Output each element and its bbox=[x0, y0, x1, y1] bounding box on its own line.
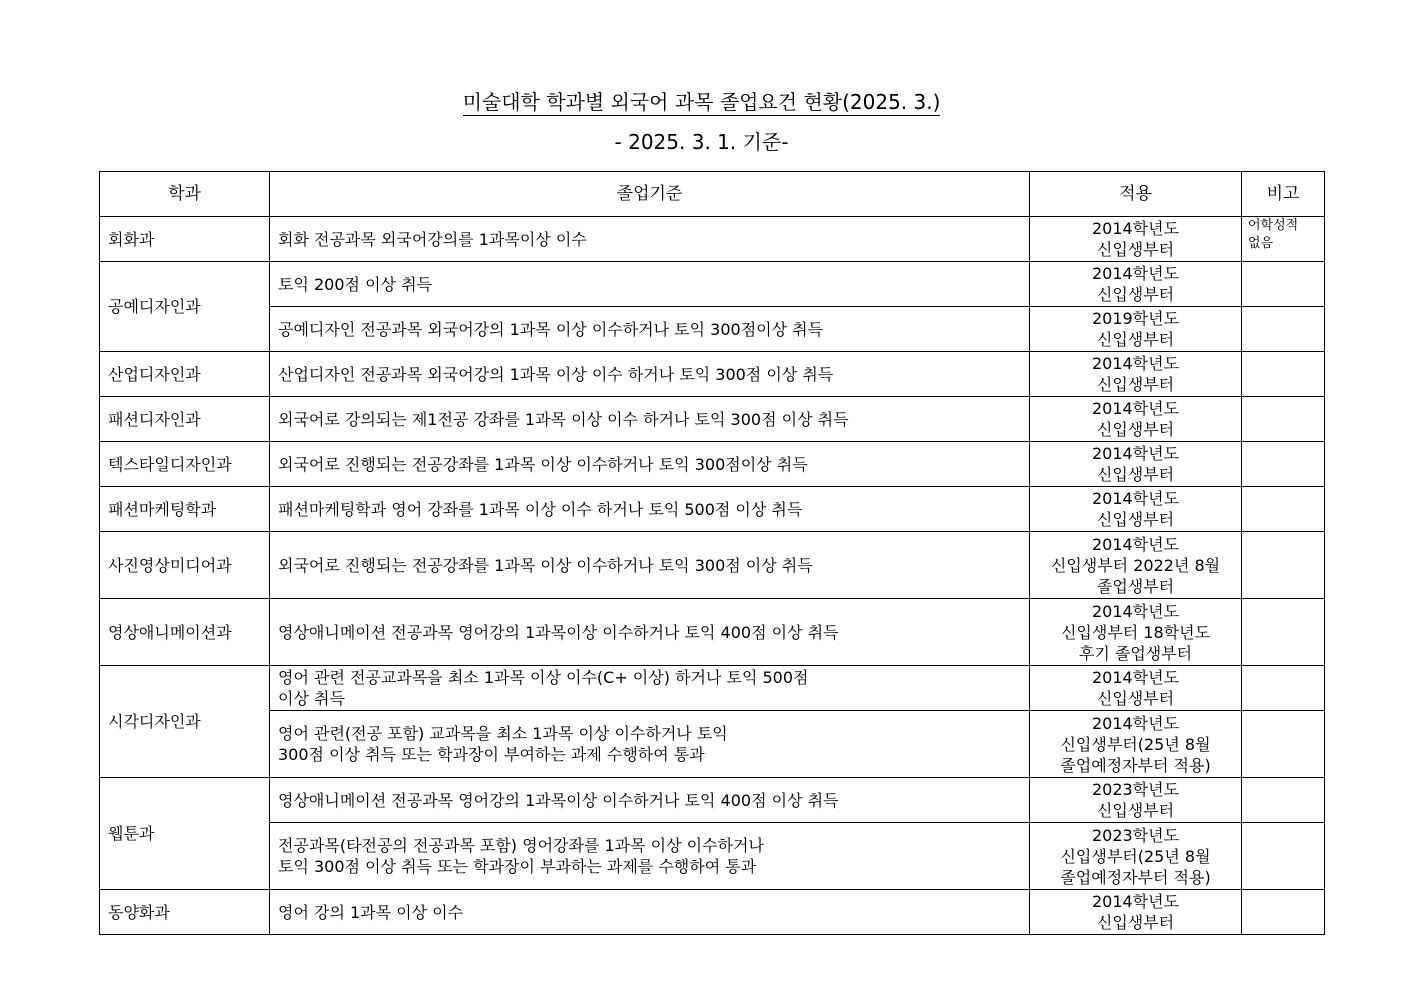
apply-cell-line: 2014학년도 bbox=[1091, 668, 1180, 687]
apply-cell-line: 신입생부터 bbox=[1096, 420, 1175, 439]
criteria-cell-line: 영상애니메이션 전공과목 영어강의 1과목이상 이수하거나 토익 400점 이상 취득 bbox=[278, 790, 839, 810]
criteria-cell-line: 영어 관련 전공교과목을 최소 1과목 이상 이수(C+ 이상) 하거나 토익 500점 bbox=[278, 668, 809, 687]
table-row bbox=[100, 532, 1325, 599]
criteria-cell bbox=[270, 217, 1030, 262]
document-title: 미술대학 학과별 외국어 과목 졸업요건 현황(2025. 3.) bbox=[462, 90, 941, 114]
header-criteria: 졸업기준 bbox=[270, 172, 1030, 217]
criteria-cell-line: 300점 이상 취득 또는 학과장이 부여하는 과제 수행하여 통과 bbox=[278, 745, 705, 764]
criteria-cell-line: 토익 200점 이상 취득 bbox=[278, 274, 432, 294]
dept-cell bbox=[100, 442, 270, 487]
apply-cell-line: 2014학년도 bbox=[1091, 444, 1180, 463]
apply-cell-line: 신입생부터 18학년도 bbox=[1060, 622, 1211, 642]
note-cell bbox=[1242, 711, 1325, 778]
criteria-cell-line: 전공과목(타전공의 전공과목 포함) 영어강좌를 1과목 이상 이수하거나 bbox=[278, 836, 764, 855]
apply-cell bbox=[1030, 599, 1242, 666]
table-row bbox=[100, 778, 1325, 823]
criteria-cell-line: 회화 전공과목 외국어강의를 1과목이상 이수 bbox=[278, 229, 587, 249]
dept-cell bbox=[100, 532, 270, 599]
apply-cell-line: 2014학년도 bbox=[1091, 534, 1180, 554]
criteria-cell bbox=[270, 890, 1030, 935]
apply-cell-line: 2014학년도 bbox=[1091, 601, 1180, 621]
table-row bbox=[100, 666, 1325, 711]
criteria-cell-line: 패션마케팅학과 영어 강좌를 1과목 이상 이수 하거나 토익 500점 이상 취득 bbox=[278, 499, 803, 519]
apply-cell-line: 신입생부터(25년 8월 bbox=[1060, 734, 1211, 754]
criteria-cell bbox=[270, 487, 1030, 532]
dept-cell bbox=[100, 666, 270, 778]
table-body bbox=[100, 217, 1325, 935]
table-row bbox=[100, 599, 1325, 666]
criteria-cell bbox=[270, 397, 1030, 442]
note-cell bbox=[1242, 890, 1325, 935]
header-apply: 적용 bbox=[1030, 172, 1242, 217]
dept-name: 사진영상미디어과 bbox=[108, 555, 232, 575]
dept-name: 산업디자인과 bbox=[108, 364, 201, 384]
dept-name: 회화과 bbox=[108, 229, 155, 249]
apply-cell bbox=[1030, 262, 1242, 307]
apply-cell bbox=[1030, 307, 1242, 352]
table-row bbox=[100, 262, 1325, 307]
dept-cell bbox=[100, 599, 270, 666]
apply-cell-line: 2014학년도 bbox=[1091, 489, 1180, 508]
apply-cell bbox=[1030, 352, 1242, 397]
apply-cell-line: 후기 졸업생부터 bbox=[1078, 643, 1193, 663]
dept-name: 텍스타일디자인과 bbox=[108, 454, 232, 474]
apply-cell-line: 신입생부터 bbox=[1096, 510, 1175, 529]
criteria-cell bbox=[270, 262, 1030, 307]
criteria-cell-line: 영어 강의 1과목 이상 이수 bbox=[278, 902, 464, 922]
apply-cell bbox=[1030, 666, 1242, 711]
criteria-cell bbox=[270, 711, 1030, 778]
apply-cell bbox=[1030, 778, 1242, 823]
criteria-cell bbox=[270, 666, 1030, 711]
apply-cell bbox=[1030, 823, 1242, 890]
dept-cell bbox=[100, 397, 270, 442]
dept-name: 공예디자인과 bbox=[108, 297, 201, 316]
apply-cell-line: 졸업예정자부터 적용) bbox=[1060, 755, 1211, 775]
table-row bbox=[100, 823, 1325, 890]
note-cell-line: 없음 bbox=[1248, 236, 1274, 251]
dept-cell bbox=[100, 217, 270, 262]
dept-name: 패션디자인과 bbox=[108, 409, 201, 429]
note-cell-line: 어학성적 bbox=[1248, 218, 1299, 233]
criteria-cell-line: 공예디자인 전공과목 외국어강의 1과목 이상 이수하거나 토익 300점이상 취득 bbox=[278, 319, 824, 339]
apply-cell-line: 2014학년도 bbox=[1091, 399, 1180, 418]
apply-cell bbox=[1030, 711, 1242, 778]
apply-cell-line: 신입생부터 bbox=[1096, 913, 1175, 932]
note-cell bbox=[1242, 532, 1325, 599]
apply-cell-line: 졸업예정자부터 적용) bbox=[1060, 867, 1211, 887]
apply-cell-line: 2023학년도 bbox=[1091, 825, 1180, 845]
dept-cell bbox=[100, 262, 270, 352]
apply-cell-line: 2014학년도 bbox=[1091, 264, 1180, 283]
criteria-cell bbox=[270, 532, 1030, 599]
criteria-cell bbox=[270, 352, 1030, 397]
note-cell bbox=[1242, 823, 1325, 890]
criteria-cell bbox=[270, 823, 1030, 890]
apply-cell-line: 신입생부터 bbox=[1096, 240, 1175, 259]
note-cell bbox=[1242, 352, 1325, 397]
dept-cell bbox=[100, 352, 270, 397]
apply-cell-line: 신입생부터 bbox=[1096, 330, 1175, 349]
note-cell bbox=[1242, 599, 1325, 666]
note-cell bbox=[1242, 666, 1325, 711]
header-dept: 학과 bbox=[100, 172, 270, 217]
apply-cell-line: 2014학년도 bbox=[1091, 713, 1180, 733]
apply-cell-line: 졸업생부터 bbox=[1096, 576, 1175, 596]
table-row bbox=[100, 711, 1325, 778]
criteria-cell-line: 영상애니메이션 전공과목 영어강의 1과목이상 이수하거나 토익 400점 이상 취득 bbox=[278, 622, 839, 642]
criteria-cell-line: 산업디자인 전공과목 외국어강의 1과목 이상 이수 하거나 토익 300점 이상 취득 bbox=[278, 364, 834, 384]
criteria-cell-line: 외국어로 강의되는 제1전공 강좌를 1과목 이상 이수 하거나 토익 300점 이상 취득 bbox=[278, 409, 849, 429]
table-row bbox=[100, 307, 1325, 352]
criteria-cell-line: 이상 취득 bbox=[278, 689, 345, 708]
criteria-cell bbox=[270, 778, 1030, 823]
apply-cell-line: 신입생부터 bbox=[1096, 375, 1175, 394]
table-row bbox=[100, 352, 1325, 397]
criteria-cell bbox=[270, 599, 1030, 666]
dept-name: 패션마케팅학과 bbox=[108, 499, 217, 519]
dept-name: 시각디자인과 bbox=[108, 712, 201, 731]
table-row bbox=[100, 487, 1325, 532]
dept-name: 동양화과 bbox=[108, 902, 170, 922]
dept-cell bbox=[100, 487, 270, 532]
apply-cell-line: 신입생부터 bbox=[1096, 285, 1175, 304]
criteria-cell bbox=[270, 442, 1030, 487]
table-row bbox=[100, 217, 1325, 262]
apply-cell-line: 2014학년도 bbox=[1091, 354, 1180, 373]
apply-cell bbox=[1030, 217, 1242, 262]
table-row bbox=[100, 442, 1325, 487]
dept-cell bbox=[100, 778, 270, 890]
apply-cell bbox=[1030, 890, 1242, 935]
table-row bbox=[100, 397, 1325, 442]
criteria-cell bbox=[270, 307, 1030, 352]
dept-name: 영상애니메이션과 bbox=[108, 622, 232, 642]
apply-cell-line: 신입생부터 bbox=[1096, 801, 1175, 820]
apply-cell-line: 신입생부터 bbox=[1096, 689, 1175, 708]
apply-cell-line: 2014학년도 bbox=[1091, 219, 1180, 238]
graduation-requirements-table bbox=[99, 171, 1325, 935]
note-cell bbox=[1242, 442, 1325, 487]
dept-name: 웹툰과 bbox=[108, 824, 155, 843]
apply-cell bbox=[1030, 442, 1242, 487]
note-cell bbox=[1242, 397, 1325, 442]
dept-cell bbox=[100, 890, 270, 935]
criteria-cell-line: 외국어로 진행되는 전공강좌를 1과목 이상 이수하거나 토익 300점 이상 취득 bbox=[278, 555, 813, 575]
apply-cell bbox=[1030, 397, 1242, 442]
note-cell bbox=[1242, 217, 1325, 262]
table-row bbox=[100, 890, 1325, 935]
apply-cell-line: 신입생부터(25년 8월 bbox=[1060, 846, 1211, 866]
apply-cell-line: 신입생부터 bbox=[1096, 465, 1175, 484]
note-cell bbox=[1242, 487, 1325, 532]
note-cell bbox=[1242, 262, 1325, 307]
criteria-cell-line: 토익 300점 이상 취득 또는 학과장이 부과하는 과제를 수행하여 통과 bbox=[278, 857, 757, 876]
criteria-cell-line: 영어 관련(전공 포함) 교과목을 최소 1과목 이상 이수하거나 토익 bbox=[278, 724, 728, 743]
apply-cell-line: 2023학년도 bbox=[1091, 780, 1180, 799]
criteria-cell-line: 외국어로 진행되는 전공강좌를 1과목 이상 이수하거나 토익 300점이상 취득 bbox=[278, 454, 808, 474]
apply-cell bbox=[1030, 532, 1242, 599]
document-subtitle: - 2025. 3. 1. 기준- bbox=[614, 130, 789, 154]
apply-cell bbox=[1030, 487, 1242, 532]
apply-cell-line: 2019학년도 bbox=[1091, 309, 1180, 328]
note-cell bbox=[1242, 307, 1325, 352]
apply-cell-line: 2014학년도 bbox=[1091, 892, 1180, 911]
note-cell bbox=[1242, 778, 1325, 823]
header-note: 비고 bbox=[1242, 172, 1325, 217]
apply-cell-line: 신입생부터 2022년 8월 bbox=[1050, 555, 1221, 575]
